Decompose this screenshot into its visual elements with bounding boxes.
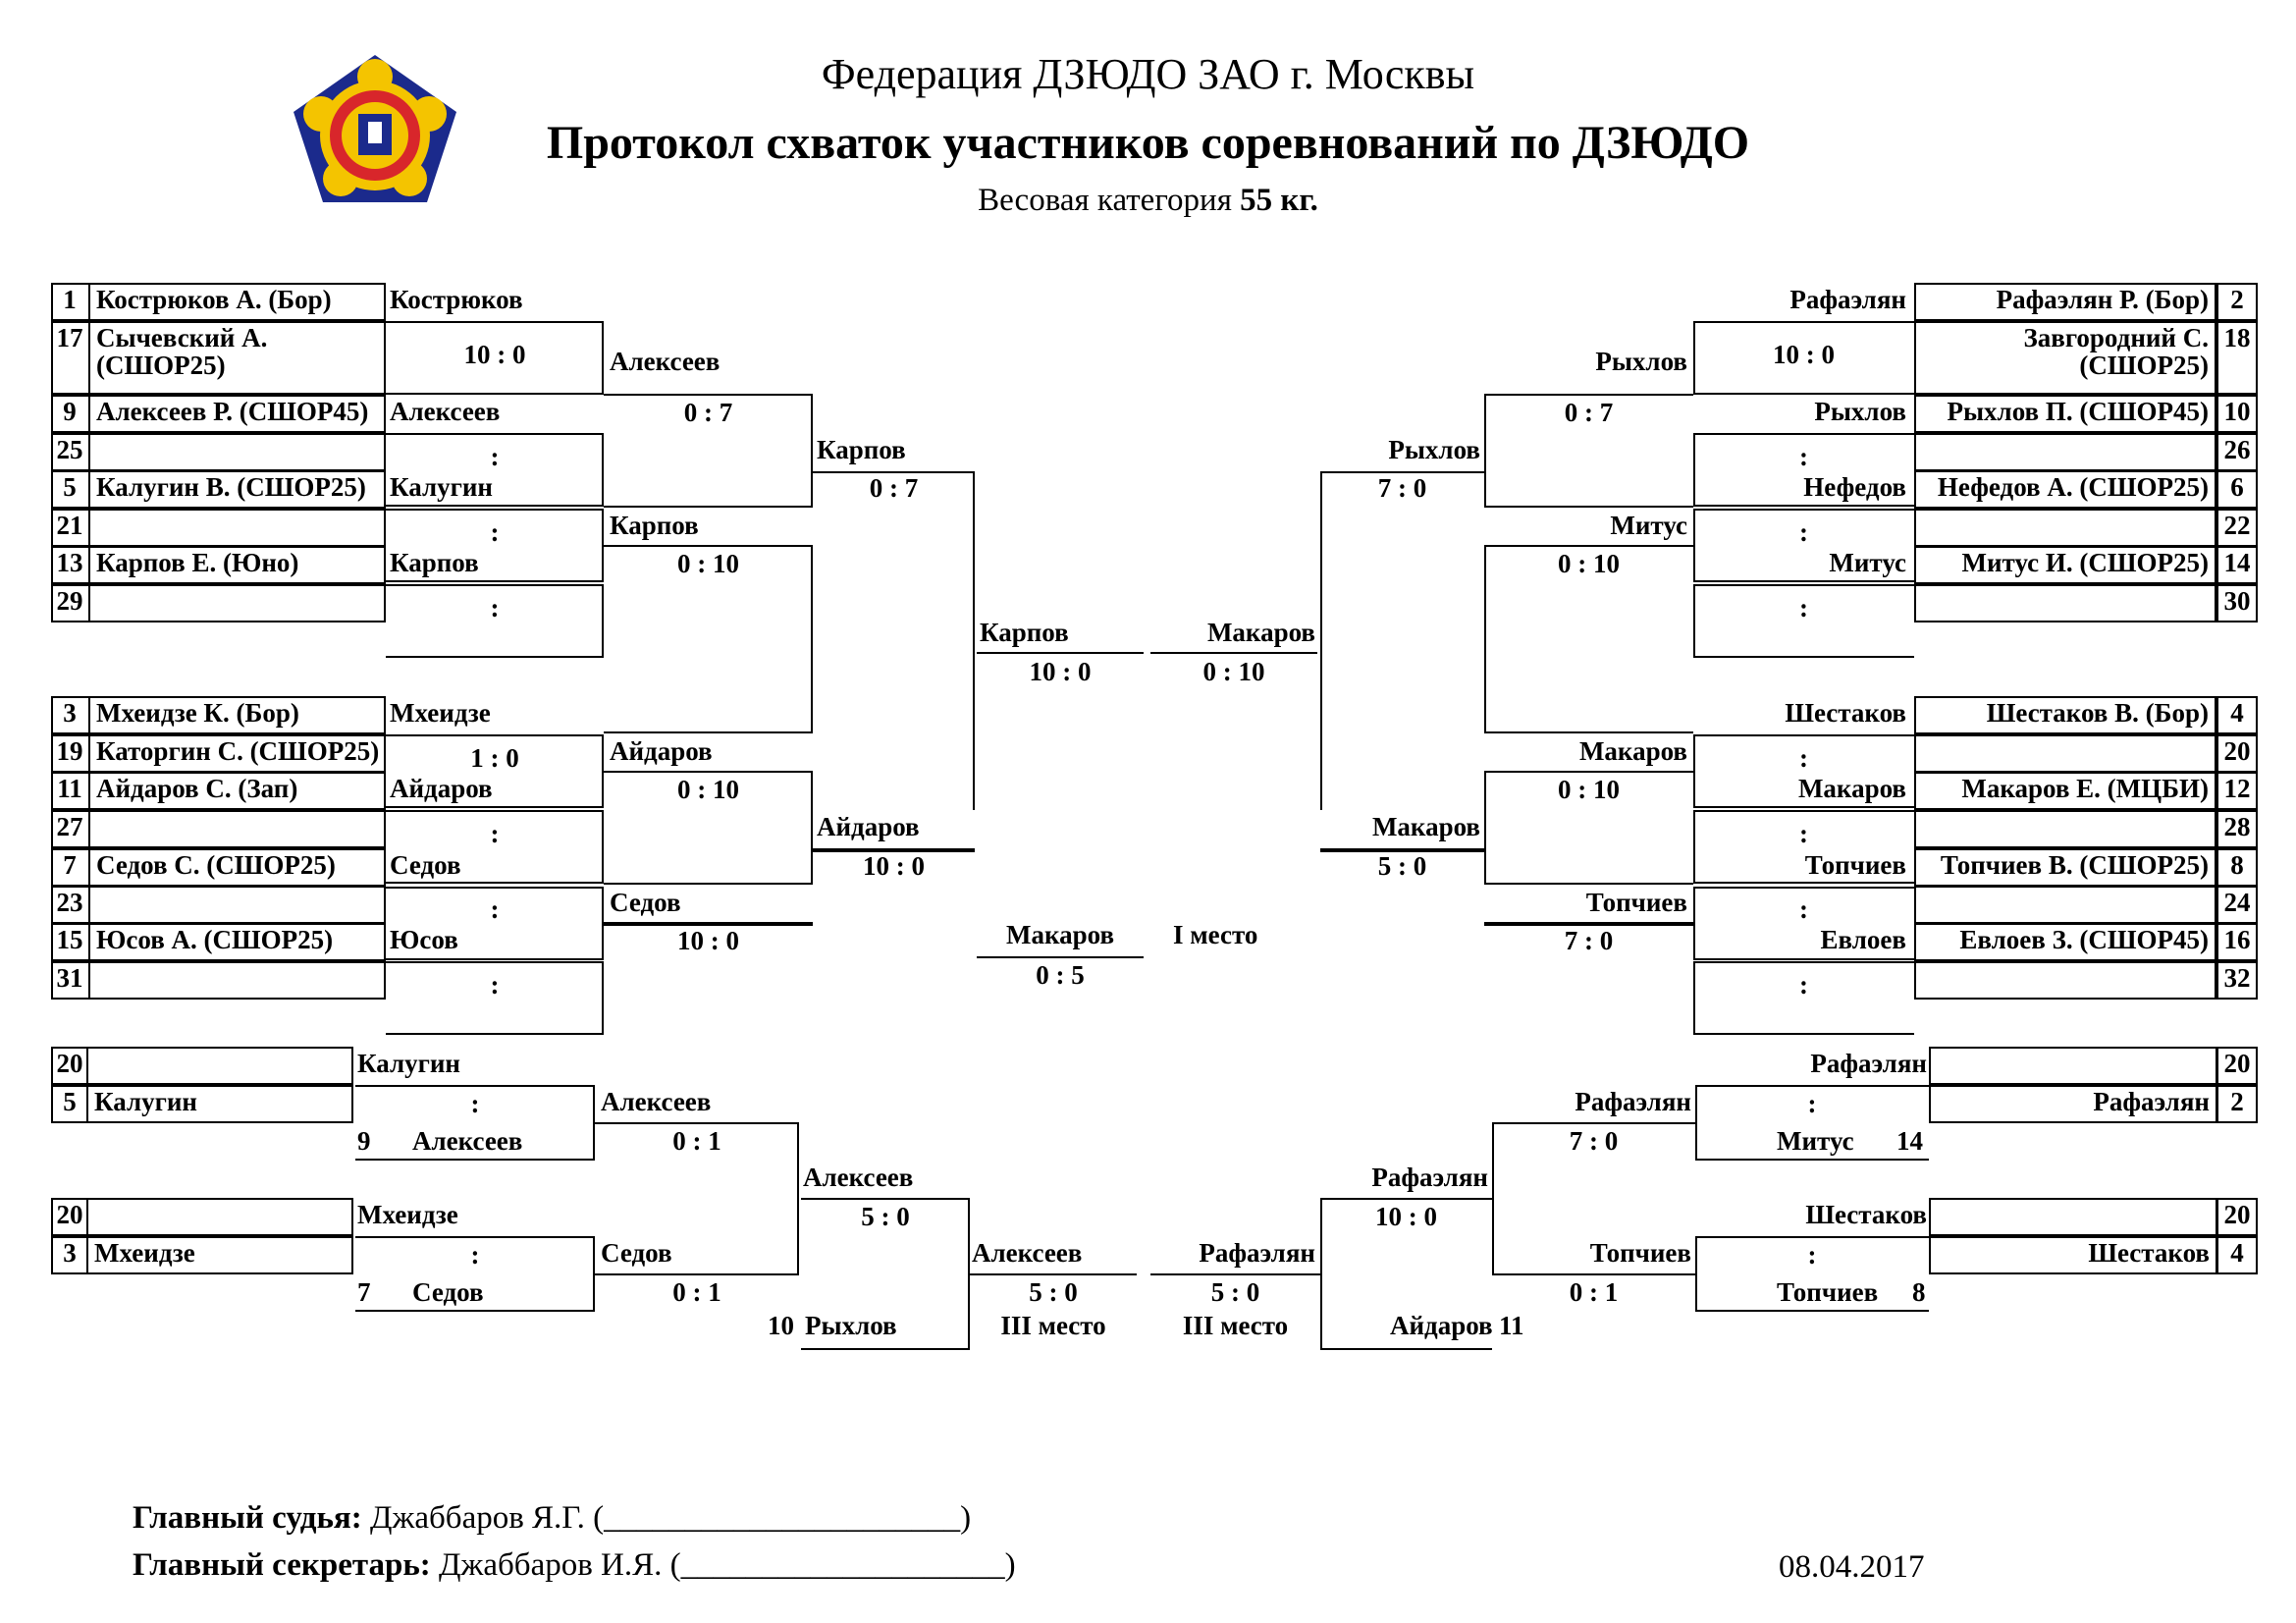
right-r1-winner: Макаров xyxy=(1797,774,1906,803)
rep-left-number: 5 xyxy=(63,1087,77,1116)
rep-right-name-box xyxy=(1929,1047,2217,1085)
right-r1-score: : xyxy=(1799,894,1808,924)
semi-right-score: 0 : 10 xyxy=(1202,657,1265,686)
rep-left-r2b-winner: Седов xyxy=(601,1238,672,1268)
left-r1-score: : xyxy=(490,819,500,848)
right-entry-number: 4 xyxy=(2230,698,2244,728)
rep-left-bronze-name: Алексеев xyxy=(972,1238,1083,1268)
semi-left-score: 10 : 0 xyxy=(1029,657,1092,686)
right-r1-score: : xyxy=(1799,517,1808,547)
rep-left-number: 3 xyxy=(63,1238,77,1268)
rep-left-name-box xyxy=(86,1198,353,1236)
right-r1-winner: Нефедов xyxy=(1803,472,1906,502)
rep-left-bronze-line xyxy=(970,1273,1137,1275)
left-entry-name-box xyxy=(88,433,386,471)
right-entry-name: Евлоев З. (СШОР45) xyxy=(1959,925,2209,954)
right-r3-winner: Макаров xyxy=(1371,812,1480,841)
rep-left-r1-winner: Калугин xyxy=(357,1049,460,1078)
rep-left-r3-name: Рыхлов xyxy=(805,1311,897,1340)
left-entry-number: 3 xyxy=(63,698,77,728)
right-r2-score: 7 : 0 xyxy=(1564,926,1614,955)
right-r1-winner: Топчиев xyxy=(1804,850,1906,880)
rep-right-r1b-name: Топчиев xyxy=(1777,1277,1879,1307)
left-r3-score: 10 : 0 xyxy=(863,851,925,881)
rep-right-bronze-score: 5 : 0 xyxy=(1210,1277,1260,1307)
left-entry-name: Айдаров С. (Зап) xyxy=(96,774,298,803)
left-entry-number: 15 xyxy=(56,925,83,954)
rep-left-number: 20 xyxy=(56,1200,83,1229)
rep-left-r1-pos: 9 xyxy=(357,1126,371,1156)
right-r2-score: 0 : 10 xyxy=(1558,775,1620,804)
left-entry-number: 13 xyxy=(56,548,83,577)
left-r2-winner: Карпов xyxy=(610,511,699,540)
chief-judge: Главный судья: Джаббаров Я.Г. (______________________) xyxy=(133,1500,972,1536)
right-r1-score: : xyxy=(1799,743,1808,773)
left-r1-score: 1 : 0 xyxy=(470,743,519,773)
left-r1-score: : xyxy=(490,593,500,622)
left-r2-score: 0 : 10 xyxy=(677,775,739,804)
rep-right-r2b-line xyxy=(1492,1273,1695,1275)
left-entry-name-box xyxy=(88,584,386,622)
left-entry-number: 1 xyxy=(63,285,77,314)
weight-category: Весовая категория 55 кг. xyxy=(978,183,1318,218)
final-name: Макаров xyxy=(1005,920,1115,949)
left-entry-name: Алексеев Р. (СШОР45) xyxy=(96,397,369,426)
left-r1-score: 10 : 0 xyxy=(463,340,526,369)
rep-right-r3-score: 10 : 0 xyxy=(1375,1202,1437,1231)
semi-right-name: Макаров xyxy=(1206,618,1315,647)
left-entry-number: 7 xyxy=(63,850,77,880)
right-entry-number: 14 xyxy=(2223,548,2251,577)
right-r1-score: : xyxy=(1799,593,1808,622)
rep-right-r1-winner: Рафаэлян xyxy=(1810,1049,1927,1078)
rep-left-r1b-name: Седов xyxy=(412,1277,484,1307)
left-entry-number: 21 xyxy=(56,511,83,540)
rep-left-r2a-winner: Алексеев xyxy=(601,1087,712,1116)
rep-right-r1-score: : xyxy=(1807,1089,1817,1118)
left-r2-score: 0 : 10 xyxy=(677,549,739,578)
left-r3-score: 0 : 7 xyxy=(869,473,919,503)
rep-right-r1-pos: 14 xyxy=(1896,1126,1923,1156)
right-entry-name: Завгородний С. (СШОР25) xyxy=(2023,323,2209,381)
left-r1-score: : xyxy=(490,517,500,547)
semi-right-line xyxy=(1150,652,1317,654)
semi-left-line xyxy=(977,652,1144,654)
right-r1-winner: Евлоев xyxy=(1820,925,1906,954)
right-entry-name-box xyxy=(1914,961,2216,1000)
protocol-title: Протокол схваток участников соревнований по ДЗЮДО xyxy=(546,117,1750,169)
left-entry-number: 29 xyxy=(56,586,83,616)
semi-left-name: Карпов xyxy=(980,618,1069,647)
rep-right-r3-pos: 11 xyxy=(1499,1311,1524,1340)
right-entry-number: 18 xyxy=(2223,323,2251,352)
right-r1-score: : xyxy=(1799,442,1808,471)
right-entry-number: 12 xyxy=(2223,774,2251,803)
left-entry-number: 27 xyxy=(56,812,83,841)
rep-left-r2b-line xyxy=(595,1273,799,1275)
rep-right-name: Рафаэлян xyxy=(2093,1087,2210,1116)
rep-right-name-box xyxy=(1929,1198,2217,1236)
left-r1-winner: Карпов xyxy=(390,548,479,577)
left-entry-name-box xyxy=(88,509,386,547)
left-r1-winner: Айдаров xyxy=(390,774,493,803)
left-r2-winner: Айдаров xyxy=(610,736,713,766)
rep-right-r1-name: Митус xyxy=(1777,1126,1854,1156)
right-entry-name-box xyxy=(1914,433,2216,471)
rep-right-r1b-score: : xyxy=(1807,1240,1817,1270)
chief-secretary: Главный секретарь: Джаббаров И.Я. (____________________) xyxy=(133,1547,1016,1583)
right-entry-number: 24 xyxy=(2223,888,2251,917)
left-r3-box xyxy=(813,471,975,811)
left-entry-number: 23 xyxy=(56,888,83,917)
rep-left-r3-winner: Алексеев xyxy=(803,1163,914,1192)
left-entry-number: 17 xyxy=(56,323,83,352)
right-entry-number: 32 xyxy=(2223,963,2251,993)
rep-right-r1b-pos: 8 xyxy=(1912,1277,1926,1307)
right-entry-name-box xyxy=(1914,734,2216,773)
rep-right-r2a-winner: Рафаэлян xyxy=(1575,1087,1691,1116)
right-r2-winner: Митус xyxy=(1610,511,1687,540)
rep-right-number: 4 xyxy=(2230,1238,2244,1268)
right-entry-number: 6 xyxy=(2230,472,2244,502)
left-entry-name: Калугин В. (СШОР25) xyxy=(96,472,366,502)
rep-left-r1-name: Алексеев xyxy=(412,1126,523,1156)
protocol-date: 08.04.2017 xyxy=(1779,1549,1925,1585)
right-entry-name-box xyxy=(1914,886,2216,924)
rep-left-name: Мхеидзе xyxy=(94,1238,195,1268)
left-r1-winner: Мхеидзе xyxy=(390,698,491,728)
right-entry-name: Рафаэлян Р. (Бор) xyxy=(1996,285,2209,314)
rep-left-bronze-score: 5 : 0 xyxy=(1029,1277,1078,1307)
right-r1-score: 10 : 0 xyxy=(1773,340,1835,369)
right-entry-name: Нефедов А. (СШОР25) xyxy=(1937,472,2209,502)
right-entry-name: Шестаков В. (Бор) xyxy=(1986,698,2209,728)
right-entry-number: 30 xyxy=(2223,586,2251,616)
rep-left-r3-score: 5 : 0 xyxy=(861,1202,910,1231)
left-entry-name-box xyxy=(88,810,386,848)
left-entry-name: Сычевский А. (СШОР25) xyxy=(96,323,268,381)
right-r1-score: : xyxy=(1799,819,1808,848)
rep-left-r1b-pos: 7 xyxy=(357,1277,371,1307)
left-entry-name: Карпов Е. (Юно) xyxy=(96,548,299,577)
right-r3-box xyxy=(1320,471,1484,811)
final-place: I место xyxy=(1173,920,1258,949)
left-entry-number: 9 xyxy=(63,397,77,426)
right-entry-name: Макаров Е. (МЦБИ) xyxy=(1961,774,2209,803)
left-entry-number: 25 xyxy=(56,435,83,464)
right-entry-name-box xyxy=(1914,509,2216,547)
rep-left-r2b-score: 0 : 1 xyxy=(672,1277,721,1307)
final-line xyxy=(977,956,1144,958)
left-entry-name-box xyxy=(88,961,386,1000)
left-r2-score: 0 : 7 xyxy=(683,398,733,427)
rep-left-r2a-score: 0 : 1 xyxy=(672,1126,721,1156)
rep-left-number: 20 xyxy=(56,1049,83,1078)
rep-right-number: 20 xyxy=(2223,1049,2251,1078)
left-entry-number: 5 xyxy=(63,472,77,502)
rep-left-r1b-score: : xyxy=(470,1240,480,1270)
left-r3-winner: Карпов xyxy=(817,435,906,464)
rep-right-r2b-winner: Топчиев xyxy=(1589,1238,1691,1268)
left-r2-score: 10 : 0 xyxy=(677,926,739,955)
right-r2-score: 0 : 7 xyxy=(1564,398,1614,427)
federation-title: Федерация ДЗЮДО ЗАО г. Москвы xyxy=(821,50,1475,98)
left-r1-winner: Кострюков xyxy=(390,285,523,314)
right-r3-score: 7 : 0 xyxy=(1377,473,1427,503)
right-entry-name: Митус И. (СШОР25) xyxy=(1961,548,2209,577)
right-entry-name-box xyxy=(1914,810,2216,848)
rep-right-bronze-line xyxy=(1150,1273,1320,1275)
left-entry-name: Юсов А. (СШОР25) xyxy=(96,925,334,954)
rep-left-r3-pos: 10 xyxy=(768,1311,794,1340)
right-entry-number: 8 xyxy=(2230,850,2244,880)
left-entry-name-box xyxy=(88,886,386,924)
rep-right-r2b-score: 0 : 1 xyxy=(1569,1277,1619,1307)
right-r1-winner: Рыхлов xyxy=(1814,397,1906,426)
left-r2-winner: Алексеев xyxy=(610,347,721,376)
rep-left-bronze-place: III место xyxy=(1000,1311,1106,1340)
left-entry-name: Седов С. (СШОР25) xyxy=(96,850,336,880)
rep-left-r2-winner: Мхеидзе xyxy=(357,1200,458,1229)
right-r1-winner: Митус xyxy=(1829,548,1906,577)
final-score: 0 : 5 xyxy=(1036,960,1085,990)
rep-right-number: 20 xyxy=(2223,1200,2251,1229)
rep-right-bronze-name: Рафаэлян xyxy=(1199,1238,1315,1268)
rep-right-r1b-winner: Шестаков xyxy=(1805,1200,1927,1229)
right-entry-number: 10 xyxy=(2223,397,2251,426)
right-entry-number: 22 xyxy=(2223,511,2251,540)
right-entry-number: 28 xyxy=(2223,812,2251,841)
left-entry-number: 31 xyxy=(56,963,83,993)
left-r1-winner: Седов xyxy=(390,850,461,880)
rep-left-name-box xyxy=(86,1047,353,1085)
left-r1-winner: Юсов xyxy=(390,925,458,954)
left-r1-score: : xyxy=(490,894,500,924)
left-r1-winner: Калугин xyxy=(390,472,493,502)
left-entry-name: Мхеидзе К. (Бор) xyxy=(96,698,299,728)
right-entry-name: Топчиев В. (СШОР25) xyxy=(1940,850,2209,880)
rep-right-number: 2 xyxy=(2230,1087,2244,1116)
rep-right-r2a-score: 7 : 0 xyxy=(1569,1126,1619,1156)
left-r3-winner: Айдаров xyxy=(817,812,920,841)
left-r1-score: : xyxy=(490,970,500,1000)
right-entry-number: 16 xyxy=(2223,925,2251,954)
right-entry-number: 2 xyxy=(2230,285,2244,314)
right-r3-score: 5 : 0 xyxy=(1377,851,1427,881)
left-r1-winner: Алексеев xyxy=(390,397,501,426)
right-entry-number: 20 xyxy=(2223,736,2251,766)
rep-left-r1-score: : xyxy=(470,1089,480,1118)
right-r1-score: : xyxy=(1799,970,1808,1000)
left-entry-name: Каторгин С. (СШОР25) xyxy=(96,736,380,766)
rep-right-name: Шестаков xyxy=(2088,1238,2210,1268)
right-r2-winner: Рыхлов xyxy=(1595,347,1687,376)
left-entry-number: 19 xyxy=(56,736,83,766)
rep-right-r3-name: Айдаров xyxy=(1390,1311,1493,1340)
left-entry-name: Кострюков А. (Бор) xyxy=(96,285,332,314)
right-r1-winner: Рафаэлян xyxy=(1789,285,1906,314)
rep-left-name: Калугин xyxy=(94,1087,197,1116)
rep-right-bronze-place: III место xyxy=(1182,1311,1289,1340)
right-entry-number: 26 xyxy=(2223,435,2251,464)
right-r2-winner: Макаров xyxy=(1578,736,1687,766)
left-entry-number: 11 xyxy=(57,774,82,803)
right-r1-winner: Шестаков xyxy=(1785,698,1906,728)
right-entry-name: Рыхлов П. (СШОР45) xyxy=(1947,397,2209,426)
left-r1-score: : xyxy=(490,442,500,471)
rep-right-r3-winner: Рафаэлян xyxy=(1371,1163,1488,1192)
right-r2-winner: Топчиев xyxy=(1585,888,1687,917)
right-r3-winner: Рыхлов xyxy=(1388,435,1480,464)
left-r2-winner: Седов xyxy=(610,888,681,917)
right-r2-score: 0 : 10 xyxy=(1558,549,1620,578)
right-entry-name-box xyxy=(1914,584,2216,622)
